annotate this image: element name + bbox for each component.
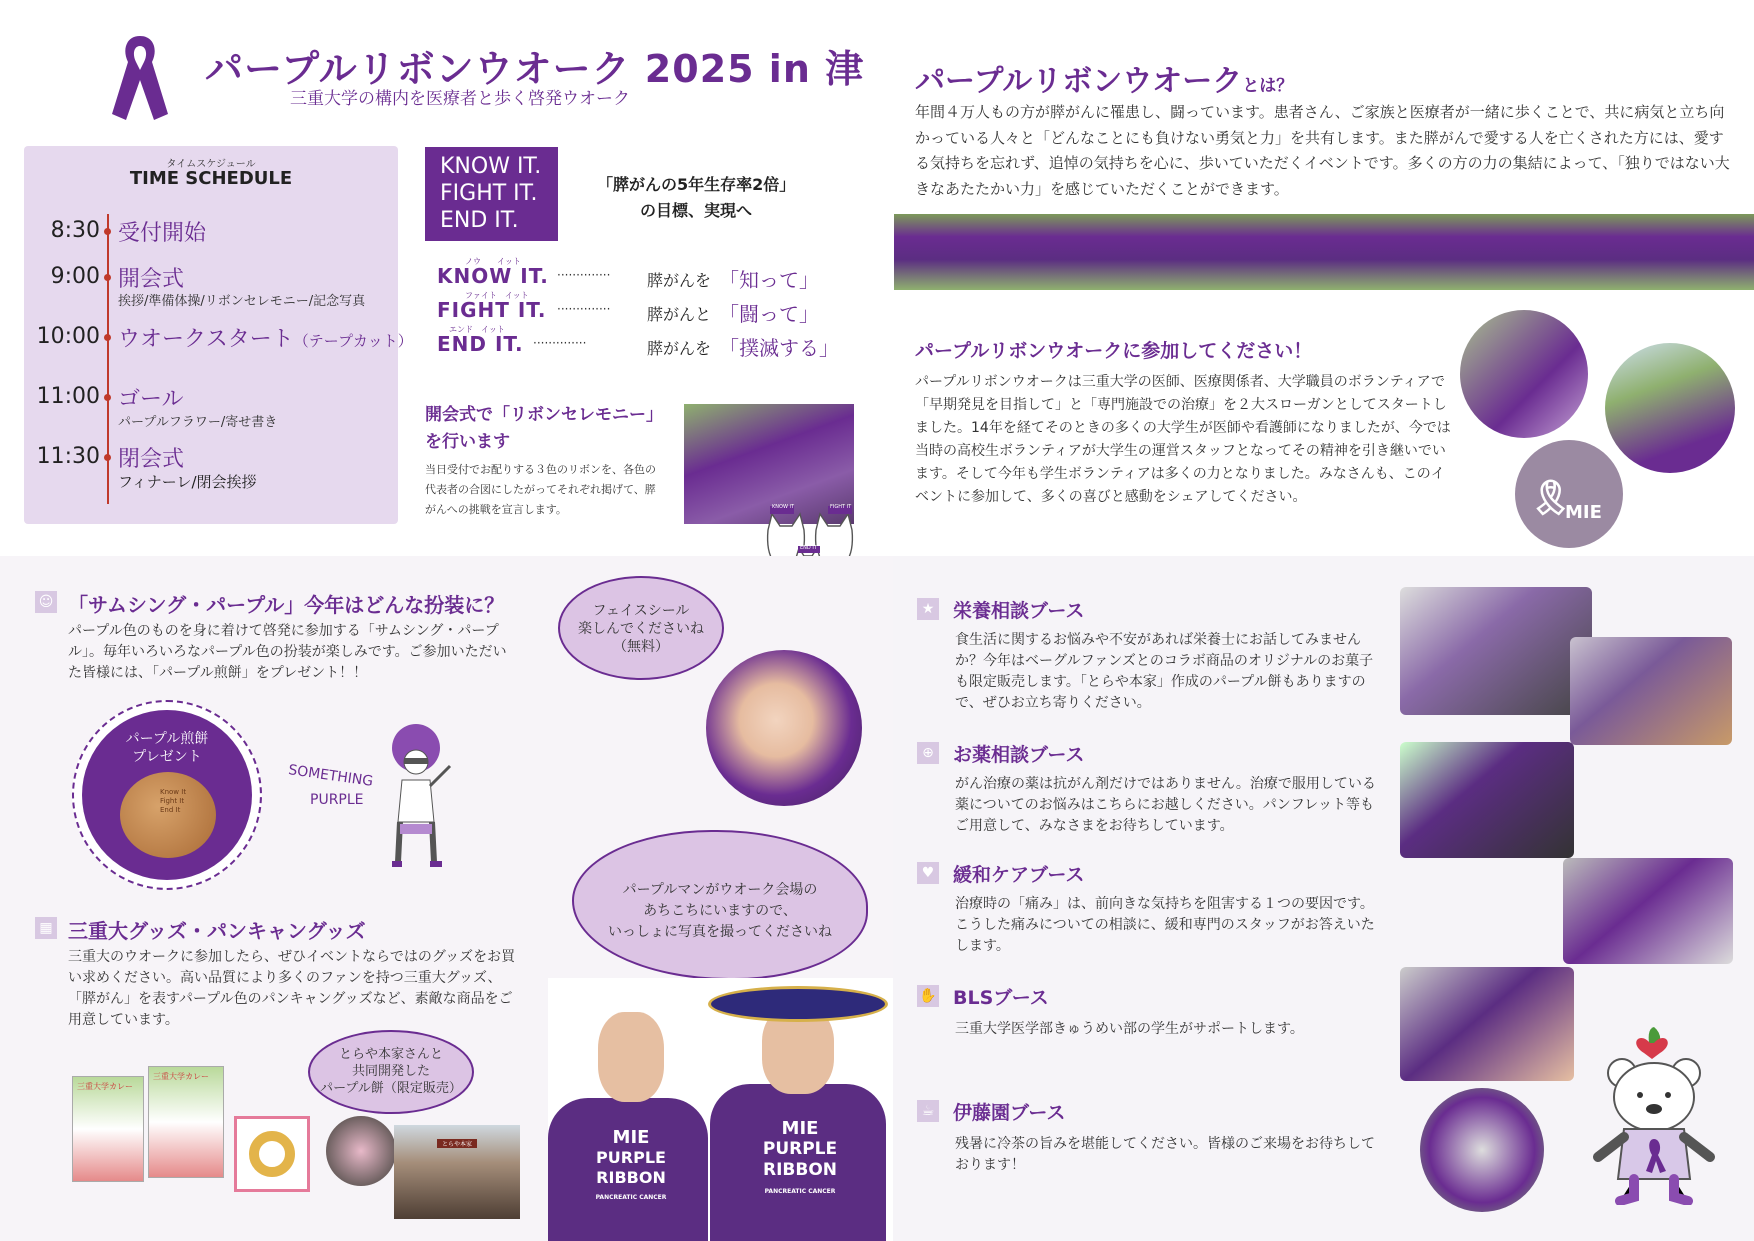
star-icon: ★ [917,598,939,620]
mascot-tag-end: END IT [800,545,817,551]
something-tag-line2: PURPLE [310,792,364,808]
bubble-line: パープル餅（限定販売） [320,1081,462,1096]
bubble-line: いっしょに写真を撮ってくださいね [608,924,832,940]
knowit-pre: 膵がんを [647,271,712,290]
bubble-line: （無料） [613,639,669,655]
schedule-time: 11:30 [36,444,100,469]
palliative-booth-photo [1563,858,1733,964]
mascot-tag-fight: FIGHT IT [830,504,852,510]
schedule-time: 9:00 [50,264,100,289]
join-body: パープルリボンウオークは三重大学の医師、医療関係者、大学職員のボランティアで「早期発見を目指して」と「専門施設での治療」を２大スローガンとしてスタートしました。14年を経てそのときの多くの大学生が医師や看護師になりましたが、今では当時の高校生ボランティアが大学生の運営スタッフとなってその精神を引き継いでいます。そして今年も学生ボランティアは多くの力となりました。みなさんも、このイベントに参加して、多くの喜びと感動をシェアしてください。 [915,374,1451,505]
sombrero-icon [708,986,888,1022]
face-seal-bubble [558,576,724,680]
something-purple-title: 「サムシング・パープル」今年はどんな扮装に？ [68,593,505,617]
schedule-heading-ruby: タイムスケジュール [166,159,256,170]
about-body: 年間４万人もの方が膵がんに罹患し、闘っています。患者さん、ご家族と医療者が一緒に歩くことで、共に病気と立ち向かっている人々と「どんなことにも負けない勇気と力」を共有します。また膵がんで愛する人を亡くされた方には、愛する気持ちを忘れず、追悼の気持ちを心に、歩いていただくイベントです。多くの方の力の集結によって、「独りではない大きなあたたかい力」を感じていただくことができます。 [915,103,1730,198]
nutrition-booth-photo-2 [1570,637,1732,745]
something-purple-body: パープル色のものを身に着けて啓発に参加する「サムシング・パープル」。毎年いろいろなパープル色の扮装が楽しみです。ご参加いただいた皆様には、「パープル煎餅」をプレゼント！！ [68,623,507,681]
curry-box-label: 三重大学カレー [77,1082,133,1091]
shirt-text: PURPLE [596,1148,666,1167]
schedule-time: 11:00 [36,384,100,409]
timeline-dot [104,454,111,461]
time-schedule-panel [24,146,413,524]
schedule-sub: 挨拶/準備体操/リボンセレモニー/記念写真 [118,294,366,309]
schedule-label: 受付開始 [118,221,207,246]
schedule-time: 8:30 [50,218,100,243]
knowit-en: KNOW IT. [437,264,549,288]
walkers-photo-circle [1605,343,1735,473]
booth-body: 治療時の「痛み」は、前向きな気持ちを阻害する１つの要因です。こうした痛みについての相談に、緩和専門のスタッフがお答えいたします。 [955,896,1375,954]
booth-body: 残暑に冷茶の旨みを堪能してください。皆様のご来場をお待ちしております！ [955,1136,1375,1173]
toraya-shop-photo [394,1125,520,1219]
knowit-row [437,256,857,292]
booth-title: 緩和ケアブース [953,864,1085,886]
nutrition-booth-photo-1 [1400,587,1592,715]
knowit-quote: 「闘って」 [719,302,819,326]
schedule-time: 10:00 [36,324,100,349]
shirt-text: RIBBON [762,1160,837,1180]
schedule-sub: フィナーレ/閉会挨拶 [118,473,257,491]
cracker-badge [72,700,262,890]
bubble-line: 共同開発した [351,1064,430,1079]
knowit-pre: 膵がんと [647,305,712,324]
pill-icon: ⊕ [917,742,939,764]
knowit-row [437,290,857,326]
schedule-heading: TIME SCHEDULE [129,168,293,189]
cracker-text: Know It Fight It End It [160,788,187,814]
toraya-bubble [308,1030,474,1114]
booth-title: 栄養相談ブース [953,600,1085,622]
shirt-arc: PANCREATIC CANCER [764,1188,836,1195]
survival-goal-line2: の目標、実現へ [640,201,753,220]
page-subtitle: 三重大学の構内を医療者と歩く啓発ウオーク [290,89,630,109]
baumkuchen-photo [234,1116,310,1192]
face-seal-photo-circle [706,650,862,806]
bubble-line: フェイスシール [592,603,690,619]
shirt-text: PURPLE [762,1139,838,1159]
bear-mascot-icon [1590,1025,1720,1205]
survival-goal-line1: 「膵がんの5年生存率2倍」 [597,175,796,194]
about-title [915,56,1293,100]
ceremony-body: 当日受付でお配りする３色のリボンを、各色の代表者の合図にしたがってそれぞれ掲げて、膵がんへの挑戦を宣言します。 [425,463,656,516]
timeline-dot [104,274,111,281]
something-tag-line1: SOMETHING [287,762,375,790]
curry-box-1 [72,1076,144,1182]
knowit-quote: 「撲滅する」 [719,336,839,360]
booth-title: BLSブース [953,987,1049,1009]
schedule-sub: パープルフラワー/寄せ書き [118,415,278,430]
schedule-label: ウオークスタート [118,327,294,352]
purple-shirt-students-photo [548,978,893,1241]
badge-line1: パープル煎餅 [125,731,209,747]
booth-title: お薬相談ブース [953,744,1085,766]
booth-body: 食生活に関するお悩みや不安があれば栄養士にお話してみませんか？今年はベーグルファンズとのコラボ商品のオリジナルのお菓子も限定販売します。「とらや本家」作成のパープル餅もありますので、ぜひお立ち寄りください。 [955,632,1374,711]
shirt-text: MIE [612,1127,650,1148]
knowit-quote: 「知って」 [719,268,819,292]
curry-box-label: 三重大学カレー [153,1072,209,1081]
shirt-text: MIE [781,1118,819,1139]
schedule-label: ゴール [118,387,184,412]
purple-mochi-photo-circle [326,1116,396,1186]
purple-ribbon-logo-icon [108,28,172,124]
schedule-label-suffix: （テープカット） [293,332,413,350]
mascot-tag-know: KNOW IT [772,504,795,510]
about-title-main: パープルリボンウオーク [915,64,1243,99]
booth-title: 伊藤園ブース [953,1102,1066,1124]
ceremony-title-line1: 開会式で「リボンセレモニー」 [425,405,663,425]
knowit-pre: 膵がんを [647,339,712,358]
ribbon-flower-icon: 🎗 [1529,478,1573,518]
knowit-en: END IT. [437,332,524,356]
curry-box-2 [148,1066,224,1178]
join-title: パープルリボンウオークに参加してください！ [915,340,1313,362]
people-icon: ☺ [35,591,57,613]
ceremony-title-line2: を行います [425,432,510,452]
timeline-dot [104,228,111,235]
knowit-dots: ·············· [533,336,587,350]
group-photo-banner [894,214,1754,290]
knowit-dots: ·············· [557,268,611,282]
goods-title: 三重大グッズ・パンキャングッズ [68,919,366,943]
badge-line2: プレゼント [132,749,202,765]
medicine-booth-photo [1400,742,1574,858]
purple-cracker [120,772,216,858]
flower-sign-photo-circle [1515,440,1623,548]
knowit-ruby: ノウ イット [465,257,521,266]
shirt-text: RIBBON [596,1168,666,1187]
heart-icon: ♥ [917,862,939,884]
box-line: FIGHT IT. [440,181,538,206]
knowit-en: FIGHT IT. [437,298,547,322]
knowit-row [437,324,857,360]
circle-sign-text: MIE [1565,502,1602,523]
booth-body: 三重大学医学部きゅうめい部の学生がサポートします。 [955,1021,1304,1037]
tea-icon: ☕ [917,1100,939,1122]
bubble-line: あちこちにいますので、 [643,903,797,919]
knowit-ruby: ファイト イット [465,291,529,300]
box-line: KNOW IT. [440,154,542,179]
knowit-dots: ·············· [557,302,611,316]
booth-body: がん治療の薬は抗がん剤だけではありません。治療で服用している薬についてのお悩みはこちらにお越しください。パンフレット等もご用意して、みなさまをお待ちしています。 [955,776,1376,834]
about-title-suffix: とは？ [1242,76,1294,96]
itoen-booth-photo-circle [1420,1088,1544,1212]
volunteers-photo-circle [1460,310,1588,438]
timeline-dot [104,394,111,401]
bubble-line: パープルマンがウオーク会場の [622,882,818,898]
purple-afro-person-icon [378,722,458,874]
knowit-ruby: エンド イット [449,325,505,334]
goods-body: 三重大のウオークに参加したら、ぜひイベントならではのグッズをお買い求めください。高い品質により多くのファンを持つ三重大グッズ、「膵がん」を表すパープル色のパンキャングッズなど、素敵な商品をご用意しています。 [68,949,516,1028]
shop-sign: とらや本家 [437,1139,477,1148]
know-fight-end-box [425,147,558,241]
bls-booth-photo [1400,967,1574,1081]
timeline-dot [104,334,111,341]
schedule-label: 開会式 [118,267,185,292]
hand-icon: ✋ [917,985,939,1007]
building-icon: ▦ [35,917,57,939]
schedule-label: 閉会式 [118,447,185,472]
bubble-line: とらや本家さんと [338,1047,443,1062]
box-line: END IT. [440,208,519,233]
shirt-arc: PANCREATIC CANCER [595,1194,667,1201]
page-title: パープルリボンウオーク 2025 in 津 [205,47,865,91]
bubble-line: 楽しんでくださいね [578,621,704,637]
